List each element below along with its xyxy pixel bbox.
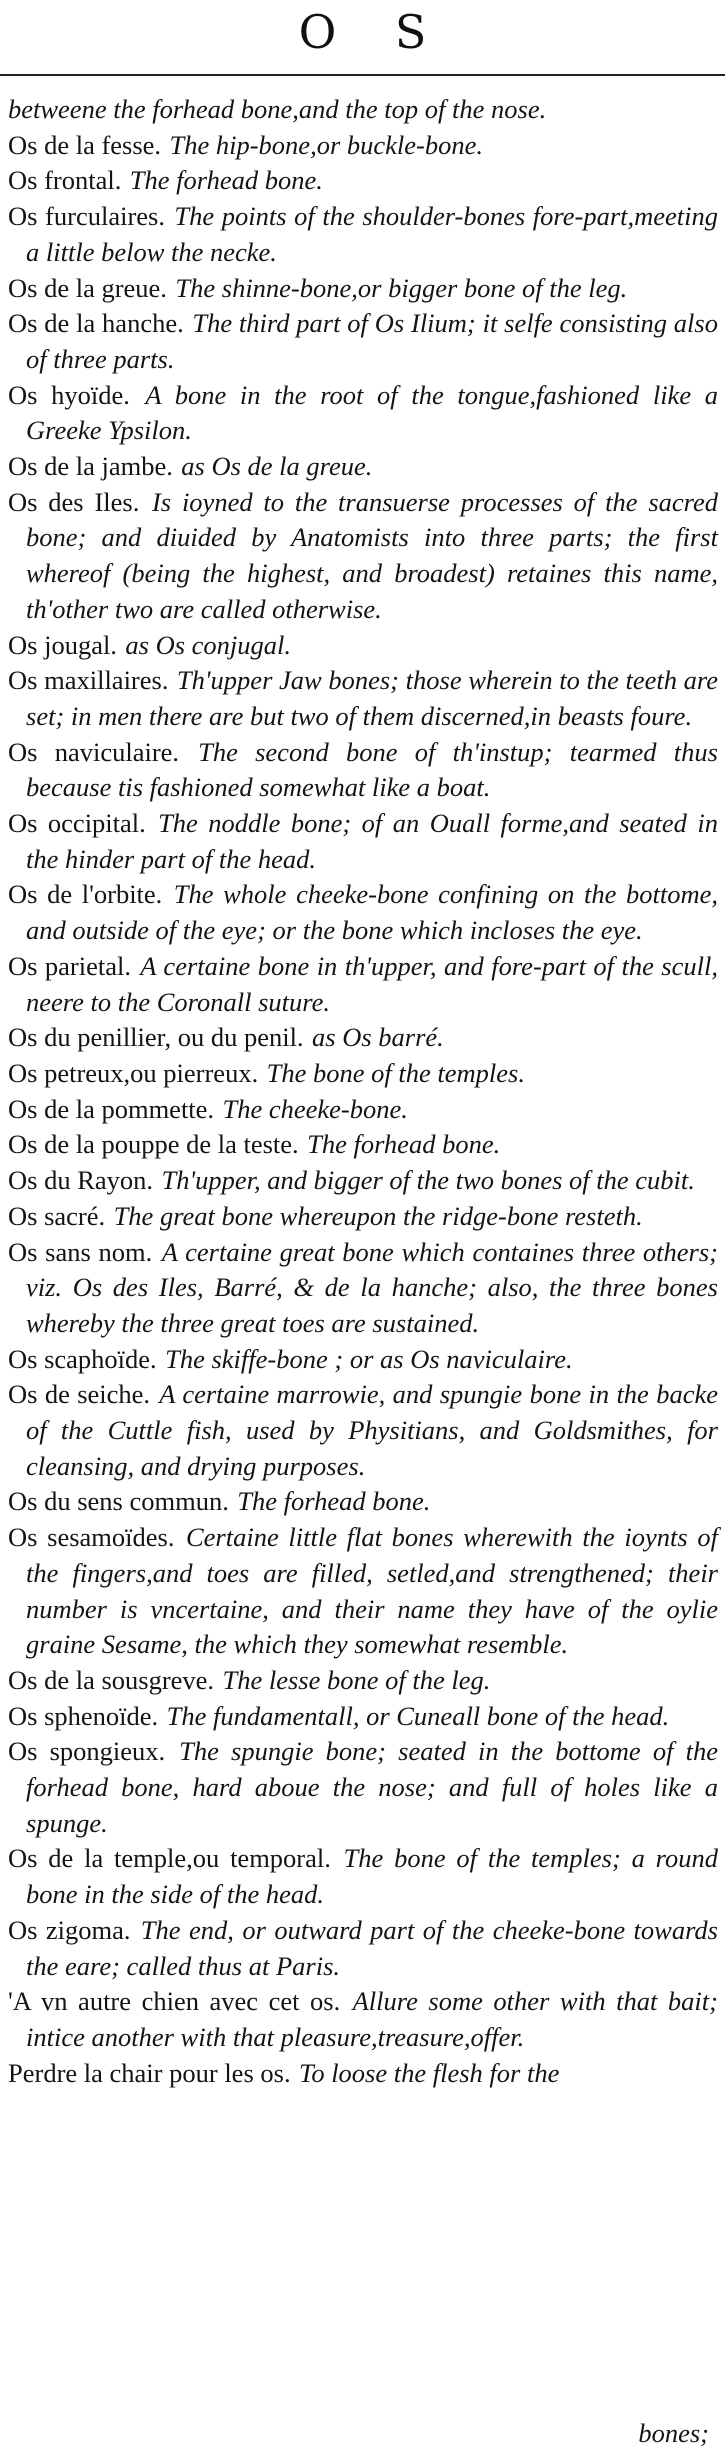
dictionary-entry: [8, 1020, 718, 1056]
dictionary-entry: [8, 1199, 718, 1235]
headword: Os zigoma.: [8, 1914, 131, 1945]
definition-text: A certaine marrowie, and spungie bone in the backe of the Cuttle fish, used by Physitians, and Goldsmithes, for cleansing, and drying purposes.: [26, 1379, 718, 1481]
definition-text: Is ioyned to the transuerse processes of the sacred bone; and diuided by Anatomists into three parts; the first whereof (being the highest, and broadest) retaines this name, th'other two are called otherwise.: [26, 486, 718, 624]
headword: Perdre la chair pour les os.: [8, 2057, 291, 2088]
definition-text: as Os conjugal.: [125, 629, 291, 660]
headword: Os scaphoïde.: [8, 1343, 157, 1374]
headword: Os jougal.: [8, 629, 117, 660]
headword: Os sacré.: [8, 1200, 106, 1231]
definition-text: Certaine little flat bones wherewith the ioynts of the fingers,and toes are filled, setled,and strengthened; their number is vncertaine, and their name they have of the oylie graine Sesame, the which they somewhat resemble.: [26, 1522, 718, 1660]
headword: Os occipital.: [8, 808, 146, 839]
headword: Os maxillaires.: [8, 665, 169, 696]
definition-text: The end, or outward part of the cheeke-bone towards the eare; called thus at Paris.: [26, 1914, 718, 1981]
dictionary-entry: [8, 1520, 718, 1663]
definition-text: as Os de la greue.: [181, 451, 373, 482]
running-header: [0, 2, 725, 68]
definition-text: The lesse bone of the leg.: [222, 1664, 491, 1695]
headword: Os naviculaire.: [8, 736, 180, 767]
definition-text: betweene the forhead bone,and the top of the nose.: [8, 94, 547, 124]
definition-text: The skiffe-bone ; or as Os naviculaire.: [165, 1343, 573, 1374]
definition-text: The second bone of th'instup; tearmed thus because tis fashioned somewhat like a boat.: [26, 736, 718, 803]
headword: 'A vn autre chien avec cet os.: [8, 1986, 341, 2017]
dictionary-entry: [8, 1663, 718, 1699]
catchword: bones;: [638, 2418, 709, 2448]
dictionary-entry: [8, 306, 718, 377]
definition-text: The noddle bone; of an Ouall forme,and seated in the hinder part of the head.: [26, 808, 718, 874]
definition-text: A certaine bone in th'upper, and fore-part of the scull, neere to the Coronall suture.: [26, 950, 718, 1017]
definition-text: The shinne-bone,or bigger bone of the leg.: [175, 272, 628, 303]
dictionary-entry: [8, 449, 718, 485]
headword: Os de la greue.: [8, 272, 167, 303]
dictionary-entry: [8, 1127, 718, 1163]
definition-text: The cheeke-bone.: [222, 1093, 408, 1124]
headword: Os sans nom.: [8, 1236, 153, 1267]
dictionary-entry: [8, 271, 718, 307]
headword: Os hyoïde.: [8, 379, 130, 410]
headword: Os spongieux.: [8, 1736, 166, 1767]
definition-text: The forhead bone.: [307, 1129, 501, 1160]
definition-text: The forhead bone.: [237, 1486, 431, 1517]
header-rule: [0, 74, 725, 76]
dictionary-entry: [8, 1163, 718, 1199]
definition-text: The points of the shoulder-bones fore-part,meeting a little below the necke.: [26, 201, 719, 267]
headword: Os du sens commun.: [8, 1486, 229, 1517]
headword: Os de la sousgreve.: [8, 1664, 215, 1695]
headword: Os du Rayon.: [8, 1165, 154, 1196]
headword: Os parietal.: [8, 950, 131, 981]
dictionary-entry: [8, 1984, 718, 2055]
definition-text: The forhead bone.: [129, 165, 323, 196]
dictionary-column: [8, 92, 718, 2091]
headword: Os sesamoïdes.: [8, 1522, 175, 1553]
dictionary-entry: [8, 663, 718, 734]
definition-text: A bone in the root of the tongue,fashioned like a Greeke Ypsilon.: [26, 379, 718, 446]
dictionary-entry: [8, 1913, 718, 1984]
dictionary-entry: [8, 1734, 718, 1841]
definition-text: Th'upper Jaw bones; those wherein to the teeth are set; in men there are but two of them discerned,in beasts foure.: [26, 665, 718, 731]
headword: Os de l'orbite.: [8, 879, 163, 910]
definition-text: The bone of the temples.: [266, 1057, 525, 1088]
definition-text: The bone of the temples; a round bone in the side of the head.: [26, 1843, 718, 1910]
headword: Os du penillier, ou du penil.: [8, 1022, 304, 1053]
dictionary-entry: [8, 1342, 718, 1378]
dictionary-entry: [8, 199, 718, 270]
headword: Os de la pouppe de la teste.: [8, 1129, 299, 1160]
headword: Os frontal.: [8, 165, 122, 196]
dictionary-entry: [8, 1484, 718, 1520]
dictionary-entry: [8, 2056, 718, 2092]
definition-text: The fundamentall, or Cuneall bone of the head.: [166, 1700, 670, 1731]
dictionary-entry: [8, 163, 718, 199]
headword: Os de la hanche.: [8, 308, 184, 339]
headword: Os de la pommette.: [8, 1093, 215, 1124]
dictionary-entry: [8, 1699, 718, 1735]
definition-text: Th'upper, and bigger of the two bones of the cubit.: [161, 1165, 695, 1196]
headword: Os des Iles.: [8, 486, 140, 517]
definition-text: The spungie bone; seated in the bottome of the forhead bone, hard aboue the nose; and full of holes like a spunge.: [26, 1736, 718, 1838]
headword: Os de la temple,ou temporal.: [8, 1843, 331, 1874]
definition-text: A certaine great bone which containes three others; viz. Os des Iles, Barré, & de la hanche; also, the three bones whereby the three great toes are sustained.: [26, 1236, 718, 1338]
definition-text: To loose the flesh for the: [299, 2057, 560, 2088]
headword: Os de la jambe.: [8, 451, 173, 482]
definition-text: The hip-bone,or buckle-bone.: [169, 129, 483, 160]
dictionary-entry: [8, 485, 718, 628]
page-title: O S: [298, 5, 449, 59]
headword: Os furculaires.: [8, 201, 165, 232]
definition-text: The whole cheeke-bone confining on the bottome, and outside of the eye; or the bone which incloses the eye.: [26, 879, 718, 946]
dictionary-entry: [8, 378, 718, 449]
headword: Os petreux,ou pierreux.: [8, 1057, 259, 1088]
dictionary-entry: [8, 1056, 718, 1092]
dictionary-entry: [8, 1235, 718, 1342]
dictionary-entry: [8, 877, 718, 948]
dictionary-entry: [8, 1092, 718, 1128]
dictionary-entry: [8, 628, 718, 664]
definition-text: Allure some other with that bait; intice another with that pleasure,treasure,offer.: [26, 1986, 718, 2052]
dictionary-entry: [8, 1841, 718, 1912]
continued-definition: [8, 92, 718, 128]
dictionary-entry: [8, 735, 718, 806]
headword: Os de seiche.: [8, 1379, 151, 1410]
dictionary-entry: [8, 806, 718, 877]
headword: Os de la fesse.: [8, 129, 162, 160]
dictionary-entry: [8, 128, 718, 164]
definition-text: The great bone whereupon the ridge-bone resteth.: [113, 1200, 643, 1231]
definition-text: as Os barré.: [312, 1022, 444, 1053]
dictionary-entry: [8, 1377, 718, 1484]
dictionary-entry: [8, 949, 718, 1020]
definition-text: The third part of Os Ilium; it selfe consisting also of three parts.: [26, 308, 718, 374]
headword: Os sphenoïde.: [8, 1700, 159, 1731]
